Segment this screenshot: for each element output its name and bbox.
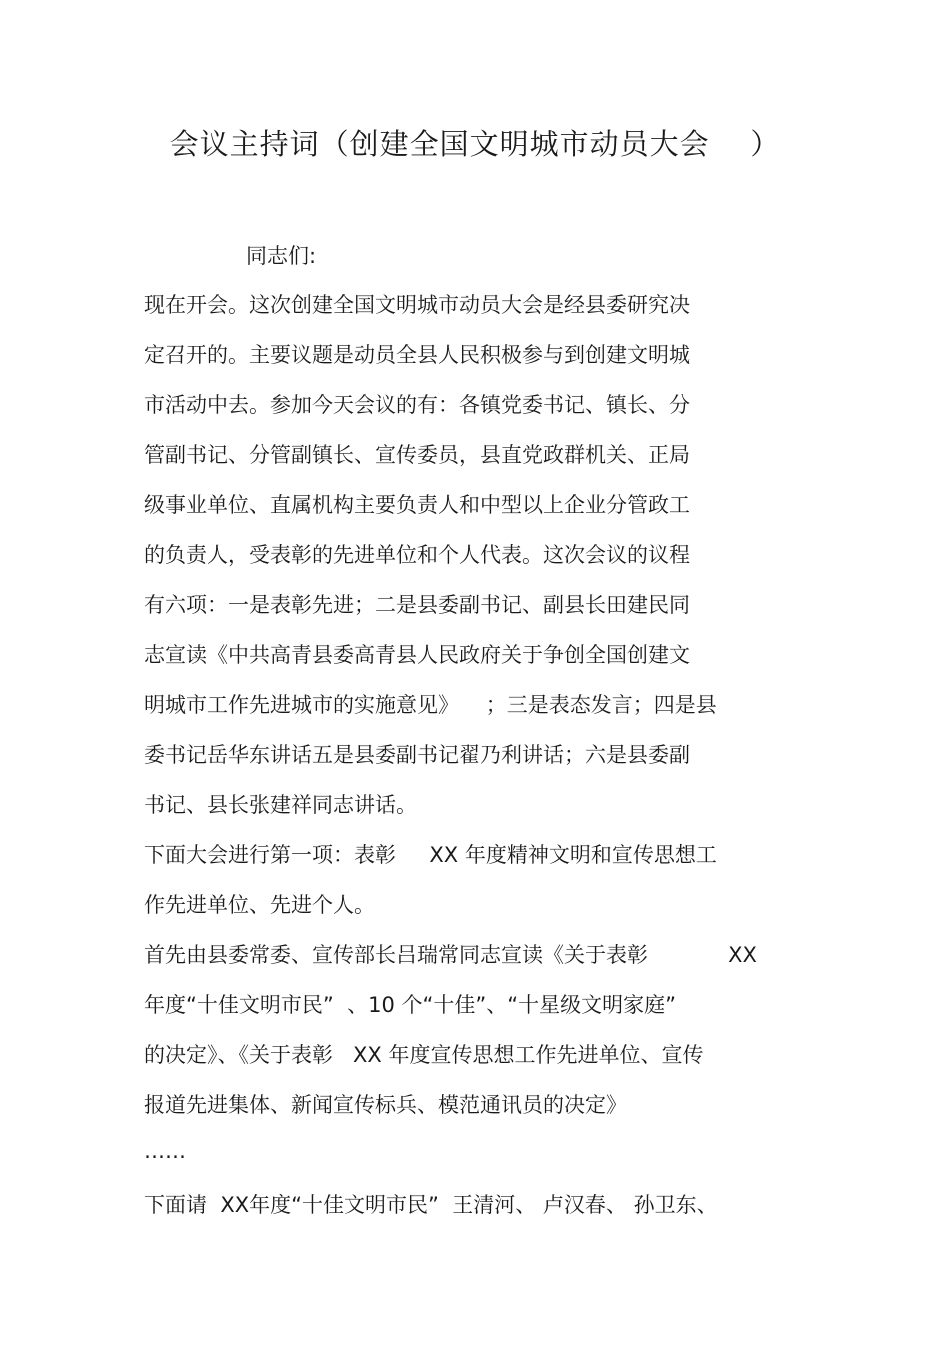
body-line: 志宣读《中共高青县委高青县人民政府关于争创全国创建文 <box>144 643 690 667</box>
body-line: 委书记岳华东讲话五是县委副书记翟乃利讲话；六是县委副 <box>144 743 690 767</box>
body-line: 的决定》、《关于表彰 XX 年度宣传思想工作先进单位、宣传 <box>144 1043 704 1067</box>
body-line: 下面大会进行第一项：表彰 XX 年度精神文明和宣传思想工 <box>144 843 717 867</box>
body-line: 报道先进集体、新闻宣传标兵、模范通讯员的决定》 <box>144 1093 627 1117</box>
document-title: 会议主持词（创建全国文明城市动员大会 ） <box>169 127 781 161</box>
body-line: 管副书记、分管副镇长、宣传委员，县直党政群机关、正局 <box>144 443 690 467</box>
body-line: 市活动中去。参加今天会议的有：各镇党委书记、镇长、分 <box>144 393 690 417</box>
body-line: 作先进单位、先进个人。 <box>144 893 375 917</box>
body-line: 书记、县长张建祥同志讲话。 <box>144 793 417 817</box>
body-line: 定召开的。主要议题是动员全县人民积极参与到创建文明城 <box>144 343 690 367</box>
body-line: 明城市工作先进城市的实施意见》 ；三是表态发言；四是县 <box>144 693 717 717</box>
body-line: 级事业单位、直属机构主要负责人和中型以上企业分管政工 <box>144 493 690 517</box>
body-line: 首先由县委常委、宣传部长吕瑞常同志宣读《关于表彰 XX <box>144 943 757 967</box>
body-line: 下面请 XX年度“十佳文明市民” 王清河、 卢汉春、 孙卫东、 <box>144 1193 718 1217</box>
body-line: 年度“十佳文明市民” 、10 个“十佳”、“十星级文明家庭” <box>144 993 677 1017</box>
body-line: 现在开会。这次创建全国文明城市动员大会是经县委研究决 <box>144 293 690 317</box>
greeting: 同志们: <box>246 244 317 268</box>
body-line: 的负责人，受表彰的先进单位和个人代表。这次会议的议程 <box>144 543 690 567</box>
body-line: 有六项：一是表彰先进；二是县委副书记、副县长田建民同 <box>144 593 690 617</box>
ellipsis-line: …… <box>144 1139 186 1163</box>
